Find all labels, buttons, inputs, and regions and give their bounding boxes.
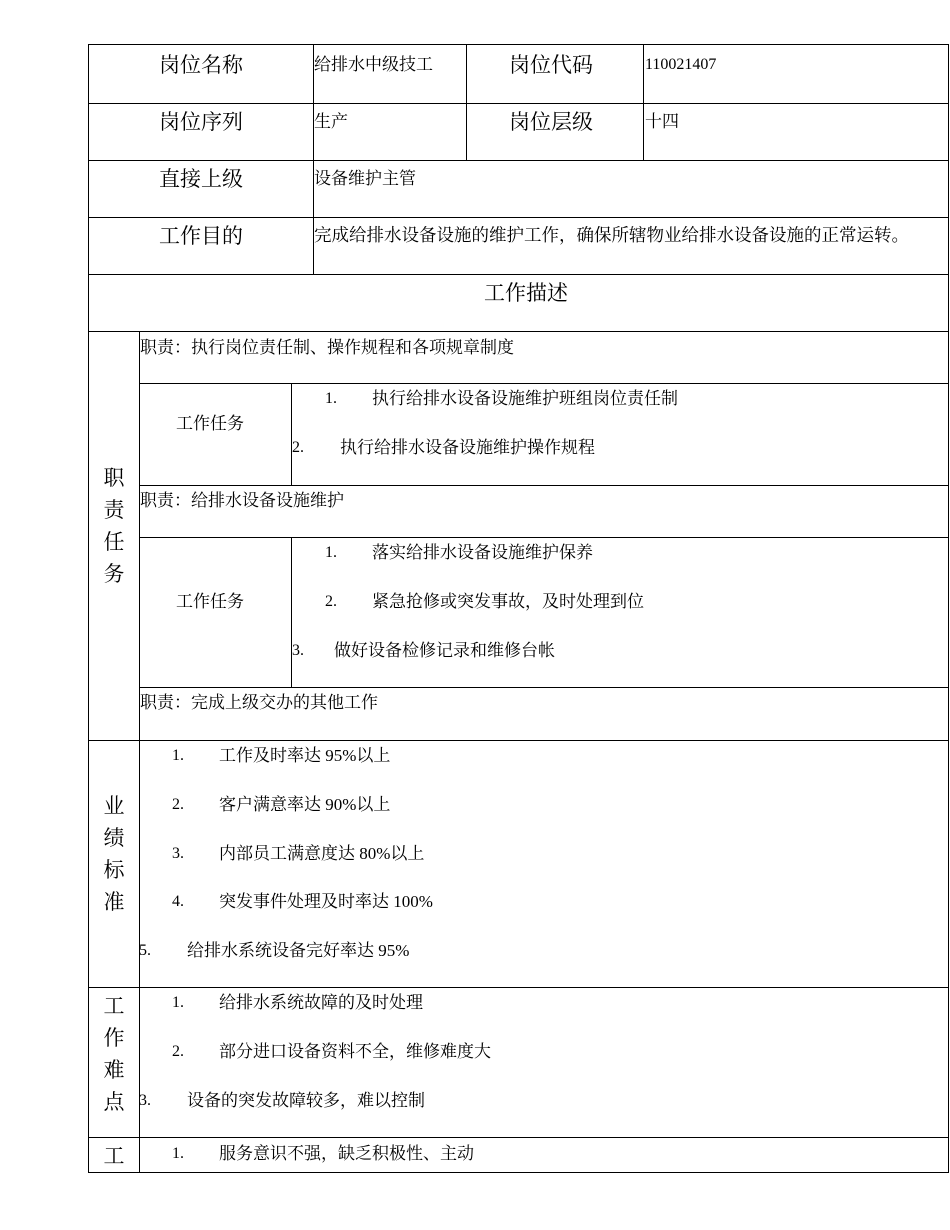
row-divider xyxy=(88,274,949,275)
col-divider xyxy=(466,44,467,161)
difficulty-item: 设备的突发故障较多，难以控制 xyxy=(187,1091,425,1110)
row-divider xyxy=(88,217,949,218)
position-seq-label: 岗位序列 xyxy=(159,110,243,134)
duties-label-char: 务 xyxy=(103,562,125,586)
task-number: 1. xyxy=(325,390,337,407)
row-divider xyxy=(139,537,949,538)
difficulty-number: 2. xyxy=(172,1043,184,1060)
row-divider xyxy=(139,485,949,486)
table-border-top xyxy=(88,44,949,45)
performance-number: 2. xyxy=(172,796,184,813)
position-level-label: 岗位层级 xyxy=(509,110,593,134)
task-label: 工作任务 xyxy=(176,592,244,611)
task-item: 落实给排水设备设施维护保养 xyxy=(372,543,593,562)
performance-label xyxy=(99,790,129,918)
task-number: 2. xyxy=(325,593,337,610)
section-title: 工作描述 xyxy=(484,281,568,305)
duties-label xyxy=(99,462,129,590)
duty-heading: 职责：执行岗位责任制、操作规程和各项规章制度 xyxy=(140,338,514,357)
row-divider xyxy=(88,1137,949,1138)
performance-item: 内部员工满意度达 80%以上 xyxy=(219,844,425,863)
task-number: 1. xyxy=(325,544,337,561)
position-name-label: 岗位名称 xyxy=(159,53,243,77)
task-item: 执行给排水设备设施维护班组岗位责任制 xyxy=(372,389,678,408)
performance-item: 给排水系统设备完好率达 95% xyxy=(187,941,410,960)
performance-label-char: 业 xyxy=(103,794,125,818)
task-number: 3. xyxy=(292,642,304,659)
last-section-label-char: 工 xyxy=(103,1144,125,1168)
col-divider xyxy=(291,383,292,486)
col-divider xyxy=(139,331,140,1173)
col-divider xyxy=(291,537,292,688)
task-number: 2. xyxy=(292,439,304,456)
duties-label-char: 职 xyxy=(103,466,125,490)
performance-number: 1. xyxy=(172,747,184,764)
duty-heading: 职责：给排水设备设施维护 xyxy=(140,491,344,510)
last-section-label xyxy=(99,1140,129,1172)
row-divider xyxy=(88,987,949,988)
position-name-value: 给排水中级技工 xyxy=(314,55,433,74)
row-divider xyxy=(139,687,949,688)
performance-number: 4. xyxy=(172,893,184,910)
performance-number: 3. xyxy=(172,845,184,862)
performance-number: 5. xyxy=(139,942,151,959)
difficulty-number: 3. xyxy=(139,1092,151,1109)
task-label: 工作任务 xyxy=(176,414,244,433)
table-border-bottom xyxy=(88,1172,949,1173)
performance-label-char: 绩 xyxy=(103,826,125,850)
position-code-label: 岗位代码 xyxy=(509,53,593,77)
difficulty-number: 1. xyxy=(172,994,184,1011)
position-level-value: 十四 xyxy=(645,112,679,131)
duties-label-char: 任 xyxy=(103,530,125,554)
performance-label-char: 标 xyxy=(103,858,125,882)
row-divider xyxy=(88,331,949,332)
row-divider xyxy=(139,383,949,384)
position-seq-value: 生产 xyxy=(314,112,348,131)
supervisor-value: 设备维护主管 xyxy=(314,169,416,188)
difficulties-label-char: 点 xyxy=(103,1090,125,1114)
performance-item: 突发事件处理及时率达 100% xyxy=(219,892,433,911)
col-divider xyxy=(643,44,644,161)
difficulties-label-char: 作 xyxy=(103,1026,125,1050)
performance-item: 客户满意率达 90%以上 xyxy=(219,795,391,814)
purpose-label: 工作目的 xyxy=(159,224,243,248)
table-border-right xyxy=(948,44,949,1173)
row-divider xyxy=(88,160,949,161)
row-divider xyxy=(88,103,949,104)
task-item: 紧急抢修或突发事故，及时处理到位 xyxy=(372,592,644,611)
last-section-number: 1. xyxy=(172,1145,184,1162)
difficulties-label-char: 难 xyxy=(103,1058,125,1082)
performance-label-char: 准 xyxy=(103,890,125,914)
task-item: 执行给排水设备设施维护操作规程 xyxy=(340,438,595,457)
last-section-item: 服务意识不强，缺乏积极性、主动 xyxy=(219,1144,474,1163)
purpose-value: 完成给排水设备设施的维护工作，确保所辖物业给排水设备设施的正常运转。 xyxy=(314,225,909,245)
difficulty-item: 给排水系统故障的及时处理 xyxy=(219,993,423,1012)
duty-heading: 职责：完成上级交办的其他工作 xyxy=(140,693,378,712)
performance-item: 工作及时率达 95%以上 xyxy=(219,746,391,765)
difficulties-label xyxy=(99,990,129,1118)
duties-label-char: 责 xyxy=(103,498,125,522)
task-item: 做好设备检修记录和维修台帐 xyxy=(334,641,555,660)
supervisor-label: 直接上级 xyxy=(159,167,243,191)
difficulty-item: 部分进口设备资料不全，维修难度大 xyxy=(219,1042,491,1061)
table-border-left xyxy=(88,44,89,1173)
row-divider xyxy=(88,740,949,741)
position-code-value: 110021407 xyxy=(645,56,717,73)
difficulties-label-char: 工 xyxy=(103,994,125,1018)
